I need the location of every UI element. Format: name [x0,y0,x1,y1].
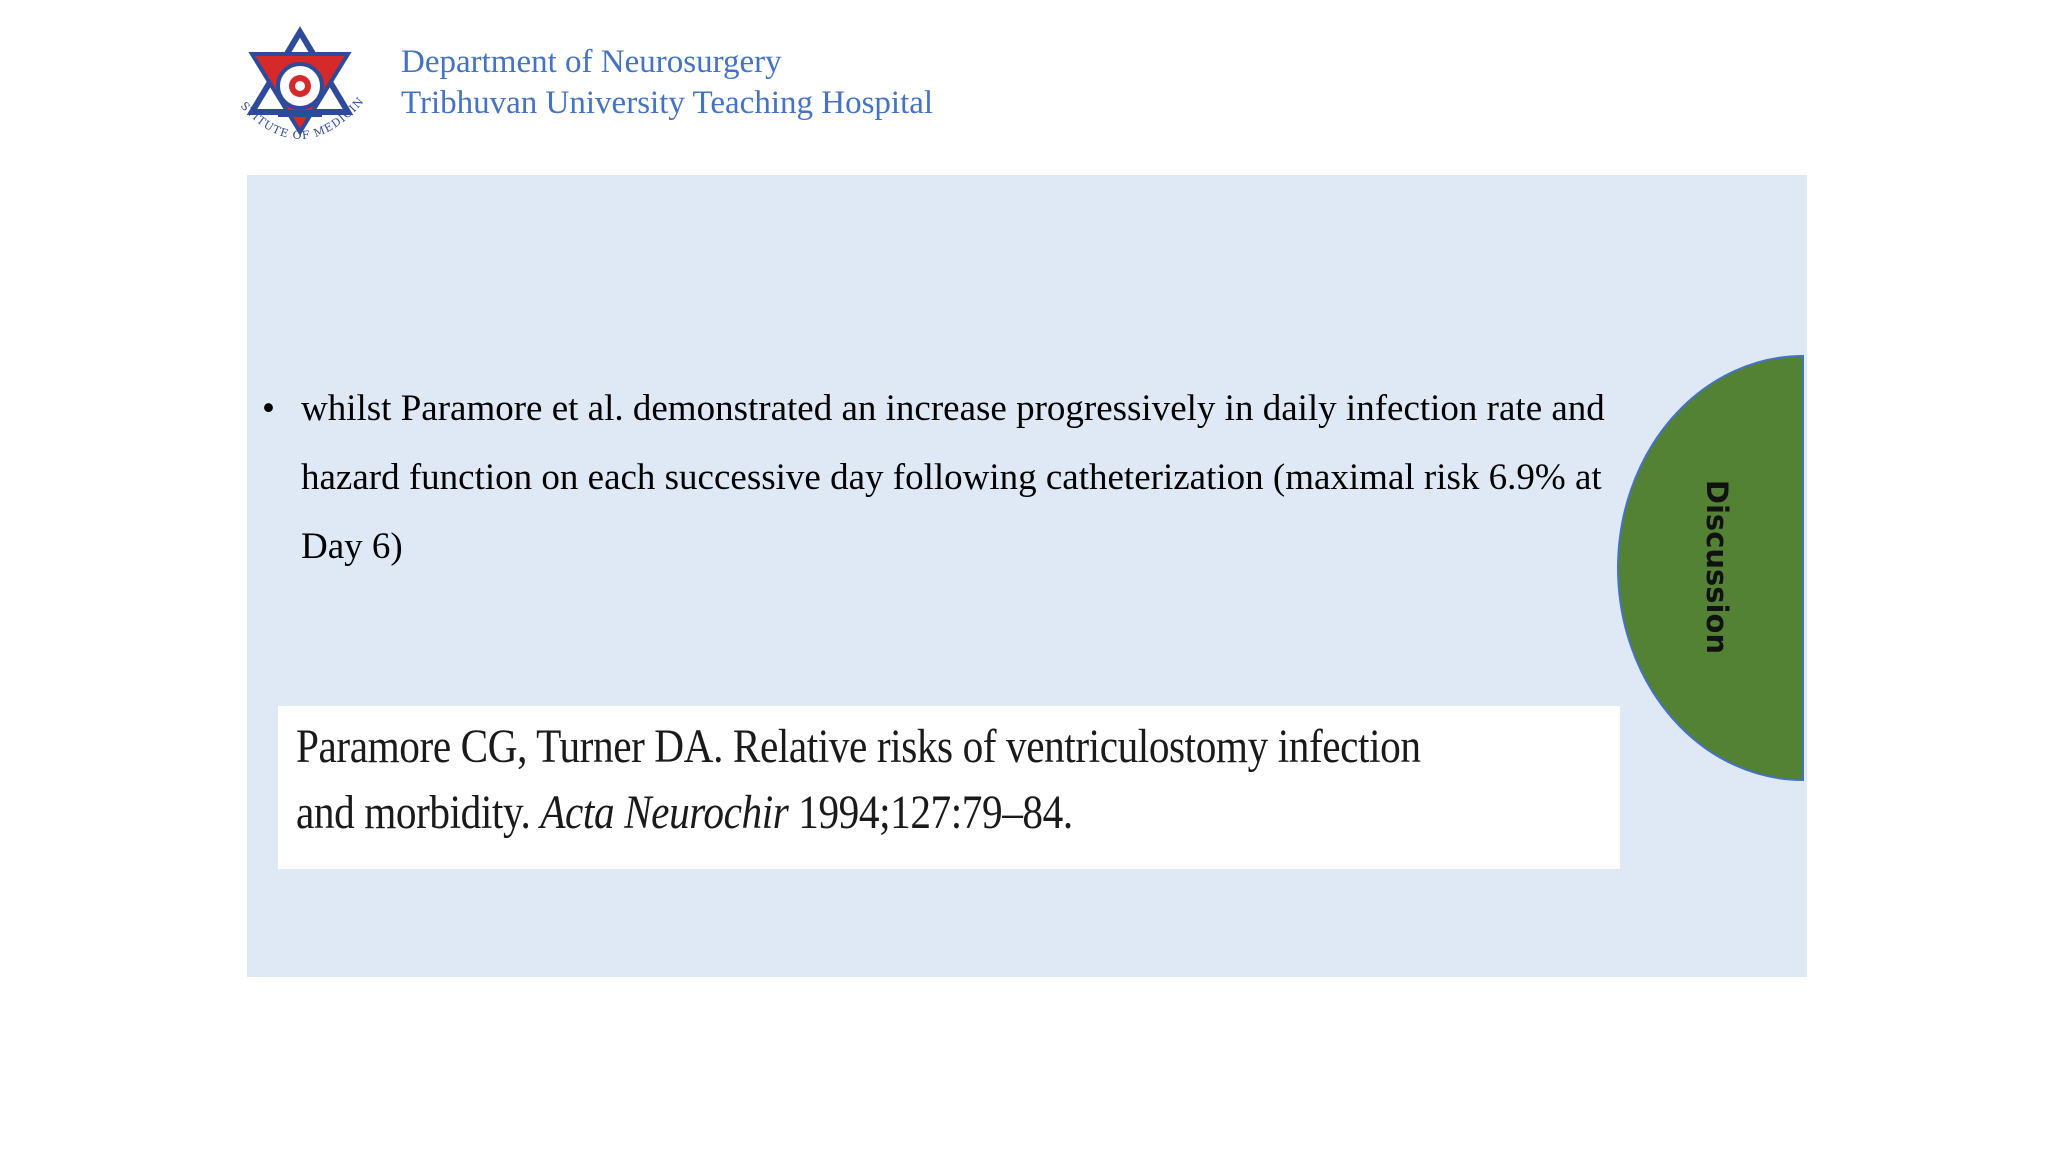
citation-journal: Acta Neurochir [540,786,789,839]
citation-part-3: 1994;127:79–84. [788,786,1073,839]
institute-of-medicine-seal-icon [230,24,370,154]
logo-text: STITUTE OF MEDICIN [237,94,367,143]
citation-image [278,706,1620,869]
department-title: Department of Neurosurgery [401,44,782,80]
header [401,42,933,124]
citation-part-2: and morbidity. [296,786,541,839]
citation-line-1: Paramore CG, Turner DA. Relative risks of ventriculostomy infection [296,720,1421,773]
institute-of-medicine-logo [230,24,370,154]
bullet-item [262,374,1612,581]
citation-line-2 [296,780,1421,846]
bullet-text: whilst Paramore et al. demonstrated an increase progressively in daily infection rate and hazard function on each successive day following catheterization (maximal risk 6.9% at Day 6) [301,388,1605,567]
hospital-title: Tribhuvan University Teaching Hospital [401,85,934,121]
bullet-marker: • [262,388,275,429]
citation-text [296,714,1421,846]
discussion-tab-label: Discussion [1700,479,1734,655]
